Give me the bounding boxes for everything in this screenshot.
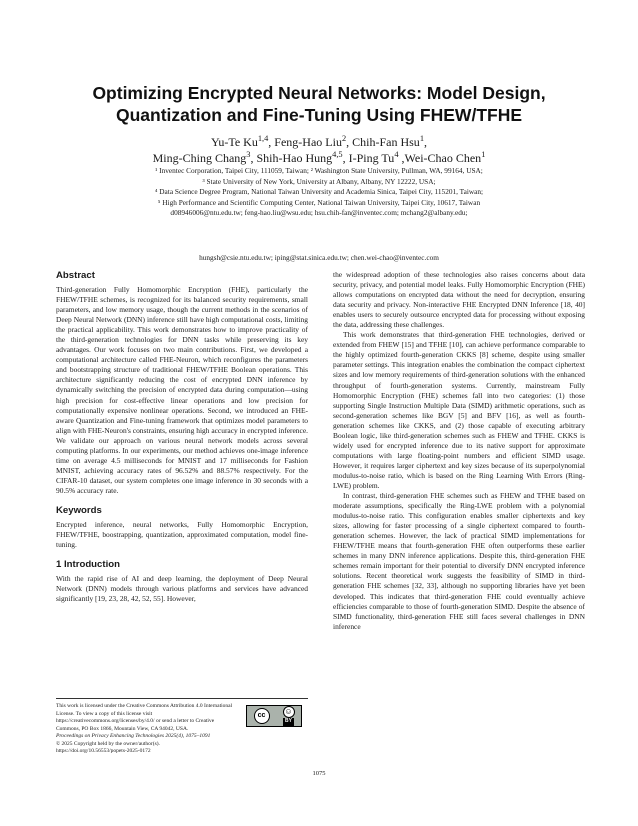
keywords-heading: Keywords xyxy=(56,504,102,516)
title-line-1: Optimizing Encrypted Neural Networks: Model Design, xyxy=(92,83,546,103)
affiliation-2: ³ State University of New York, University at Albany, Albany, NY 12222, USA; xyxy=(202,176,436,186)
page-number: 1075 xyxy=(312,770,326,777)
right-paragraph-3: In contrast, third-generation FHE schemes such as FHEW and TFHE based on moderate assumptions, specifically the Ring-LWE problem with a polynomial modulus-to-noise ratio. This configuration enables smaller ciphertexts and key sizes, allowing for faster processing of a single ciphertext compared to fourth-generation schemes. However, the lack of practical SIMD implementations for FHEW/TFHE means that fourth-generation FHE often outperforms these earlier schemes in many DNN inference applications. Despite this, third-generation FHE schemes remain important for their potential to diversify DNN encrypted inference solutions. Recent theoretical work suggests the feasibility of SIMD in third-generation FHE schemes [32, 33], although no supporting libraries have yet been developed. This indicates that third-generation FHE could eventually achieve efficiencies comparable to those of fourth-generation SIMD. Despite the absence of SIMD functionality, third-generation FHE still faces several challenges in DNN inference xyxy=(333,491,585,631)
author-emails-1: d08946006@ntu.edu.tw; feng-hao.liu@wsu.edu; hsu.chih-fan@inventec.com; mchang2@albany.edu; xyxy=(170,208,468,218)
right-paragraph-2: This work demonstrates that third-generation FHE technologies, derived or extended from FHEW [15] and TFHE [10], can achieve performance comparable to the highly optimized fourth-generation CKKS [8] scheme, despite using smaller parameter settings. This integration enables the combination the compact ciphertext sizes and low memory requirements of third-generation solutions with the enhanced throughput of fourth-generation systems. Currently, mainstream Fully Homomorphic Encryption (FHE) schemes fall into two categories: (1) those supporting Single Instruction Multiple Data (SIMD) arithmetic operations, such as second-generation schemes like BGV [5] and BFV [16], as well as fourth-generation schemes like CKKS, and (2) those capable of executing arbitrary Boolean logic, like third-generation schemes such as FHEW and TFHE. CKKS is widely used for encrypted inference due to its native support for approximate computations with large floating-point numbers and efficient SIMD usage. However, it requires larger ciphertext and key sizes because of its superpolynomial modulus-to-noise ratio, which is based on the Ring Learning With Errors (Ring-LWE) problem. xyxy=(333,330,585,490)
right-paragraph-1: the widespread adoption of these technologies also raises concerns about data security, privacy, and potential model leaks. Fully Homomorphic Encryption (FHE) allows computations on encrypted data without the need for decryption, ensuring data security and privacy. Non-interactive FHE Encrypted DNN Inference [18, 40] enables users to securely outsource encrypted data for processing without exposing the data, addressing these challenges. xyxy=(333,270,585,330)
author-emails-2: hungsh@csie.ntu.edu.tw; iping@stat.sinica.edu.tw; chen.wei-chao@inventec.com xyxy=(199,253,439,262)
cc-by-badge[interactable] xyxy=(246,705,302,727)
right-column xyxy=(333,270,585,632)
abstract-heading: Abstract xyxy=(56,270,95,281)
title-line-2: Quantization and Fine-Tuning Using FHEW/TFHE xyxy=(115,105,523,125)
license-footnote xyxy=(56,698,308,756)
affiliation-1: ¹ Inventec Corporation, Taipei City, 111059, Taiwan; ² Washington State University, Pullman, WA, 99164, USA; xyxy=(155,166,483,175)
affiliations xyxy=(30,166,608,219)
authors-line-2: Ming-Ching Chang$^3$, Shih-Hao Hung$^{4,5}$, I-Ping Tu$^4$ ,Wei-Chao Chen$^1$ xyxy=(152,150,486,165)
introduction-paragraph-1: With the rapid rise of AI and deep learning, the deployment of Deep Neural Network (DNN) models through various platforms and services have advanced significantly [19, 23, 28, 42, 52, 55]. However, xyxy=(56,574,308,604)
affiliation-4: ⁵ High Performance and Scientific Computing Center, National Taiwan University, Taipei City, 10617, Taiwan xyxy=(157,197,481,207)
cc-icon: cc xyxy=(254,708,270,724)
author-list xyxy=(30,134,608,166)
copyright-line: © 2025 Copyright held by the owner/author(s). xyxy=(56,740,160,747)
authors-line-1: Yu-Te Ku$^{1,4}$, Feng-Hao Liu$^2$, Chih-Fan Hsu$^1$, xyxy=(211,134,427,149)
left-column xyxy=(56,270,308,604)
proceedings-line: Proceedings on Privacy Enhancing Technologies 2025(4), 1075–1091 xyxy=(56,733,211,739)
by-label: BY xyxy=(285,718,292,725)
affiliation-3: ⁴ Data Science Degree Program, National Taiwan University and Academia Sinica, Taipei City, 115201, Taiwan; xyxy=(154,187,484,197)
doi-link[interactable]: https://doi.org/10.56553/popets-2025-0172 xyxy=(56,748,151,754)
introduction-heading: 1 Introduction xyxy=(56,559,120,571)
keywords-text: Encrypted inference, neural networks, Fully Homomorphic Encryption, FHEW/TFHE, boostrapping, quantization, approximated computation, model fine-tuning. xyxy=(56,519,308,550)
abstract-text: Third-generation Fully Homomorphic Encryption (FHE), particularly the FHEW/TFHE schemes, is recognized for its balanced security requirements, small parameters, and low memory usage, though the current methods in the scenarios of Deep Neural Network (DNN) inference still have high computational costs, limiting the practical applicability. This work demonstrates how to improve practicality of the third-generation technologies for DNN tasks while preserving its key advantages. Our work focuses on two main contributions. First, we developed a computational architecture called FHE-Neuron, which reconfigures the parameters and bootstrapping structure of traditional FHEW/TFHE Boolean operations. This architecture significantly reducing the cost of encrypted DNN inference by dynamically switching the precision of encrypted data during computation—using high precision for cost-effective linear operations and low precision for computationally expensive nonlinear operations. Second, we introduced an FHE-aware Quantization and Fine-tuning framework that optimizes model parameters to align with FHE-Neuron's constraints, ensuring high accuracy in encrypted inference. We validate our approach on various neural network models across several computing platforms. In our experiments, our method achieves one-image inference time on average 4.5 milliseconds for MNIST and 17 milliseconds for Fashion MNIST, achieving accuracy rates of 96.52% and 88.57% respectively. For the CIFAR-10 dataset, our system completes one image inference in 30 seconds with a 90.5% accuracy rate. xyxy=(56,285,308,495)
license-text: This work is licensed under the Creative Commons Attribution 4.0 International License. To view a copy of this license visit https://creativecommons.org/licenses/by/4.0/ or send a letter to Creative Commons, PO Box 1866, Mountain View, CA 94042, USA. xyxy=(56,703,233,732)
person-icon: ☺ xyxy=(284,707,293,717)
paper-title xyxy=(40,82,598,126)
